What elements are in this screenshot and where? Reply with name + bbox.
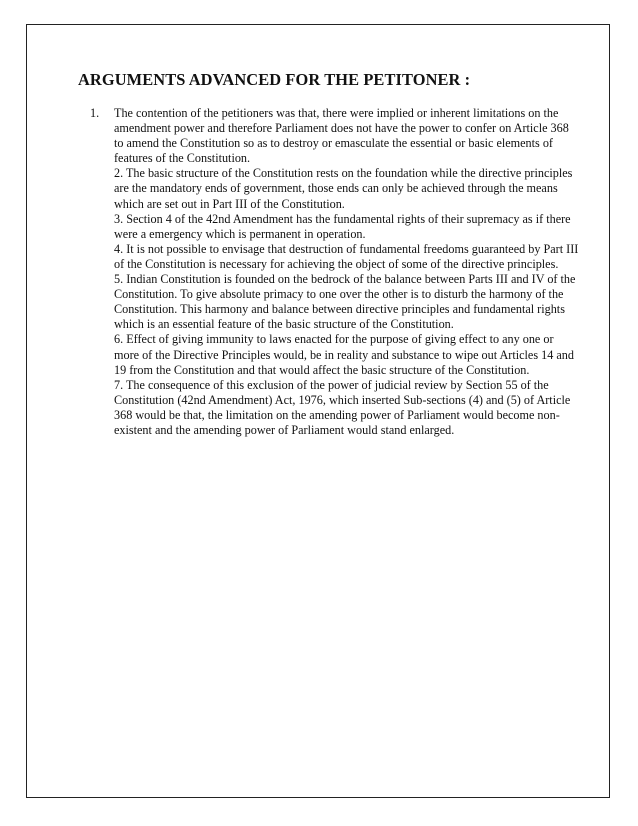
section-heading: ARGUMENTS ADVANCED FOR THE PETITONER :	[78, 70, 471, 89]
argument-paragraph-6: 6. Effect of giving immunity to laws enacted for the purpose of giving effect to any one or more of the Directive Principles would, be in reality and substance to wipe out Articles 14 and 19 from the Constitution and that would affect the basic structure of the Constitution.	[114, 332, 574, 377]
arguments-list	[90, 106, 580, 438]
argument-paragraph-3: 3. Section 4 of the 42nd Amendment has the fundamental rights of their supremacy as if there were a emergency which is permanent in operation.	[114, 211, 571, 241]
argument-paragraph-2: 2. The basic structure of the Constitution rests on the foundation while the directive principles are the mandatory ends of government, those ends can only be achieved through the means which are set out in Part III of the Constitution.	[114, 166, 573, 211]
list-item	[90, 106, 580, 438]
list-marker: 1.	[90, 106, 100, 120]
argument-paragraph-1: The contention of the petitioners was that, there were implied or inherent limitations on the amendment power and therefore Parliament does not have the power to confer on Article 368 to amend the Constitution so as to destroy or emasculate the essential or basic elements of features of the Constitution.	[114, 106, 569, 166]
argument-paragraph-5: 5. Indian Constitution is founded on the bedrock of the balance between Parts III and IV of the Constitution. To give absolute primacy to one over the other is to disturb the harmony of the Constitution. This harmony and balance between directive principles and fundamental rights which is an essential feature of the basic structure of the Constitution.	[114, 272, 576, 332]
argument-paragraph-7: 7. The consequence of this exclusion of the power of judicial review by Section 55 of the Constitution (42nd Amendment) Act, 1976, which inserted Sub-sections (4) and (5) of Article 368 would be that, the limitation on the amending power of Parliament would become non-existent and the amending power of Parliament would stand enlarged.	[114, 377, 571, 437]
argument-paragraph-4: 4. It is not possible to envisage that destruction of fundamental freedoms guaranteed by Part III of the Constitution is necessary for achieving the object of some of the directive principles.	[114, 241, 579, 271]
